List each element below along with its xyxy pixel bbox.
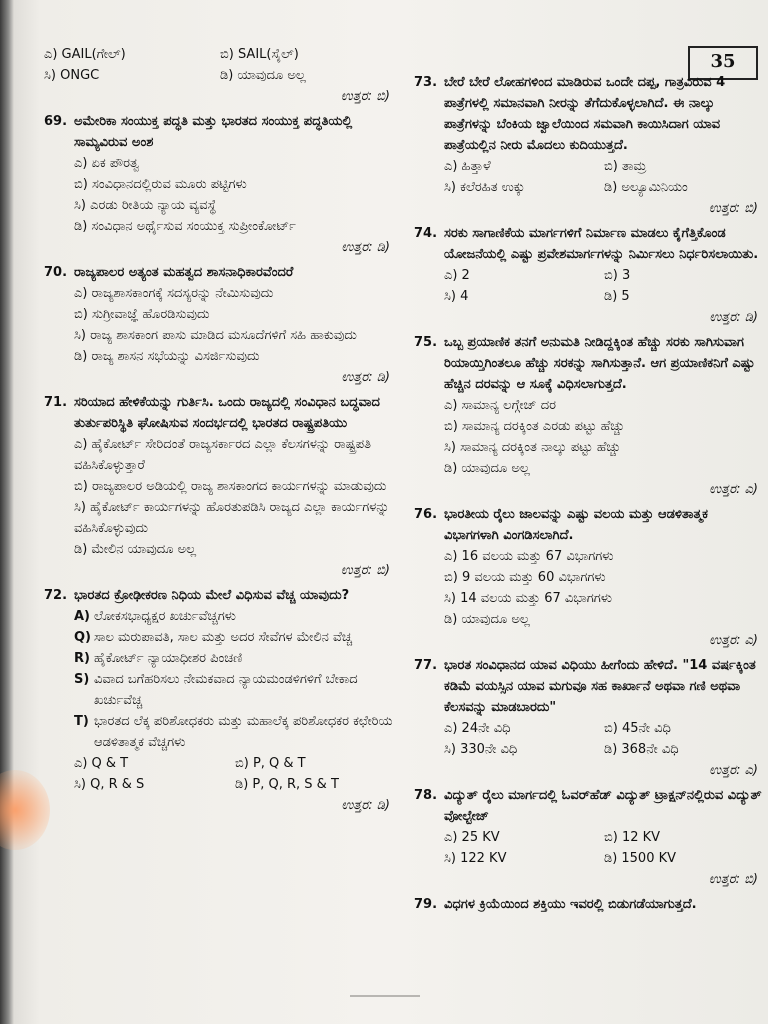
option-b: ಬಿ) 3 [604, 268, 631, 283]
option-d: ಡಿ) ಅಲ್ಯೂಮಿನಿಯಂ [604, 180, 688, 195]
carryover-row [44, 44, 396, 65]
option-b: ಬಿ) ಸಾಮಾನ್ಯ ದರಕ್ಕಿಂತ ಎರಡು ಪಟ್ಟು ಹೆಚ್ಚು [444, 419, 625, 434]
option-d: ಡಿ) ಸಂವಿಧಾನ ಅರ್ಥೈಸುವ ಸಂಯುಕ್ತ ಸುಪ್ರೀಂಕೋರ್ಟ್ [74, 219, 296, 234]
question-number: 74. [414, 226, 438, 241]
question-number: 76. [414, 507, 438, 522]
question-text: ವಿದ್ಯುತ್ ರೈಲು ಮಾರ್ಗದಲ್ಲಿ ಓವರ್‌ಹೆಡ್ ವಿದ್ಯುತ್ ಟ್ರಾಕ್ಷನ್‌ನಲ್ಲಿರುವ ವಿದ್ಯುತ್ ವೋಲ್ಟೇಜ್ [444, 788, 762, 824]
option-d: ಡಿ) ಯಾವುದೂ ಅಲ್ಲ [444, 612, 530, 627]
option-b: ಬಿ) ರಾಜ್ಯಪಾಲರ ಅಡಿಯಲ್ಲಿ ರಾಜ್ಯ ಶಾಸಕಾಂಗದ ಕಾರ್ಯಗಳನ್ನು ಮಾಡುವುದು [74, 479, 387, 494]
question-75 [414, 332, 764, 500]
option-d: ಡಿ) ಯಾವುದೂ ಅಲ್ಲ [444, 461, 530, 476]
statement-r: R) ಹೈಕೋರ್ಟ್ ನ್ಯಾಯಾಧೀಶರ ಪಿಂಚಣಿ [74, 651, 243, 666]
option-a: ಎ) 24ನೇ ವಿಧಿ [444, 721, 511, 736]
answer: ಉತ್ತರ: ಎ) [709, 763, 758, 778]
statement-t: T) ಭಾರತದ ಲೆಕ್ಕ ಪರಿಶೋಧಕರು ಮತ್ತು ಮಹಾಲೆಕ್ಕ ಪರಿಶೋಧಕರ ಕಛೇರಿಯ ಆಡಳಿತಾತ್ಮಕ ವೆಚ್ಚಗಳು [74, 714, 393, 750]
option-b: ಬಿ) 45ನೇ ವಿಧಿ [604, 721, 671, 736]
question-number: 70. [44, 265, 68, 280]
statement-q: Q) ಸಾಲ ಮರುಪಾವತಿ, ಸಾಲ ಮತ್ತು ಅದರ ಸೇವೆಗಳ ಮೇಲಿನ ವೆಚ್ಚ [74, 630, 353, 645]
option-d: ಡಿ) P, Q, R, S & T [235, 777, 339, 792]
question-number: 79. [414, 897, 438, 912]
option-a: ಎ) ರಾಜ್ಯಶಾಸಕಾಂಗಕ್ಕೆ ಸದಸ್ಯರನ್ನು ನೇಮಿಸುವುದು [74, 286, 274, 301]
option-c: ಸಿ) Q, R & S [74, 777, 145, 792]
question-text: ಸರಿಯಾದ ಹೇಳಿಕೆಯನ್ನು ಗುರ್ತಿಸಿ. ಒಂದು ರಾಜ್ಯದಲ್ಲಿ ಸಂವಿಧಾನ ಬದ್ಧವಾದ ತುರ್ತುಪರಿಸ್ಥಿತಿ ಘೋಷಿಸುವ ಸಂದರ್ಭದಲ್ಲಿ ಭಾರತದ ರಾಷ್ಟ್ರಪತಿಯು [74, 395, 380, 431]
question-text: ಬೇರೆ ಬೇರೆ ಲೋಹಗಳಿಂದ ಮಾಡಿರುವ ಒಂದೇ ದಪ್ಪ, ಗಾತ್ರವಿರುವ 4 ಪಾತ್ರೆಗಳಲ್ಲಿ ಸಮಾನವಾಗಿ ನೀರನ್ನು ತೆಗೆದುಕೊಳ್ಳಲಾಗಿದೆ. ಈ ನಾಲ್ಕು ಪಾತ್ರೆಗಳನ್ನು ಬೆಂಕಿಯ ಜ್ವಾಲೆಯಿಂದ ಸಮವಾಗಿ ಕಾಯಿಸಿದಾಗ ಯಾವ ಪಾತ್ರೆಯಲ್ಲಿನ ನೀರು ಮೊದಲು ಕುದಿಯುತ್ತದೆ. [444, 75, 726, 153]
question-text: ಭಾರತೀಯ ರೈಲು ಜಾಲವನ್ನು ಎಷ್ಟು ವಲಯ ಮತ್ತು ಆಡಳಿತಾತ್ಮಕ ವಿಭಾಗಗಳಾಗಿ ವಿಂಗಡಿಸಲಾಗಿದೆ. [444, 507, 708, 543]
question-77 [414, 655, 764, 781]
option-b: ಬಿ) 9 ವಲಯ ಮತ್ತು 60 ವಿಭಾಗಗಳು [444, 570, 606, 585]
question-number: 77. [414, 658, 438, 673]
answer: ಉತ್ತರ: ಬಿ) [340, 563, 390, 578]
left-column [44, 44, 396, 820]
option: ಡಿ) ಯಾವುದೂ ಅಲ್ಲ [220, 68, 306, 83]
question-70 [44, 262, 396, 388]
page-number: 35 [688, 46, 758, 80]
carryover-options [44, 44, 396, 107]
answer: ಉತ್ತರ: ಬಿ) [708, 201, 758, 216]
question-76 [414, 504, 764, 651]
option-a: ಎ) 16 ವಲಯ ಮತ್ತು 67 ವಿಭಾಗಗಳು [444, 549, 614, 564]
statement-a: A) ಲೋಕಸಭಾಧ್ಯಕ್ಷರ ಖರ್ಚುವೆಚ್ಚಗಳು [74, 609, 236, 624]
answer: ಉತ್ತರ: ಬಿ) [708, 872, 758, 887]
option-c: ಸಿ) 330ನೇ ವಿಧಿ [444, 742, 518, 757]
question-74 [414, 223, 764, 328]
option-a: ಎ) 25 KV [444, 830, 500, 845]
option-d: ಡಿ) 368ನೇ ವಿಧಿ [604, 742, 679, 757]
question-number: 71. [44, 395, 68, 410]
question-number: 75. [414, 335, 438, 350]
question-69 [44, 111, 396, 258]
answer: ಉತ್ತರ: ಡಿ) [709, 310, 758, 325]
question-number: 69. [44, 114, 68, 129]
option-c: ಸಿ) 122 KV [444, 851, 507, 866]
option-b: ಬಿ) ತಾಮ್ರ [604, 159, 647, 174]
question-text: ಭಾರತದ ಕ್ರೋಢೀಕರಣ ನಿಧಿಯ ಮೇಲೆ ವಿಧಿಸುವ ವೆಚ್ಚ ಯಾವುದು? [74, 588, 350, 603]
option-b: ಬಿ) P, Q & T [235, 756, 306, 771]
option-c: ಸಿ) ರಾಜ್ಯ ಶಾಸಕಾಂಗ ಪಾಸು ಮಾಡಿದ ಮಸೂದೆಗಳಿಗೆ ಸಹಿ ಹಾಕುವುದು [74, 328, 357, 343]
question-78 [414, 785, 764, 890]
question-number: 72. [44, 588, 68, 603]
question-text: ಅಮೇರಿಕಾ ಸಂಯುಕ್ತ ಪದ್ಧತಿ ಮತ್ತು ಭಾರತದ ಸಂಯುಕ್ತ ಪದ್ಧತಿಯಲ್ಲಿ ಸಾಮ್ಯವಿರುವ ಅಂಶ [74, 114, 353, 150]
option-a: ಎ) ಹೈಕೋರ್ಟ್ ಸೇರಿದಂತೆ ರಾಜ್ಯಸರ್ಕಾರದ ಎಲ್ಲಾ ಕೆಲಸಗಳನ್ನು ರಾಷ್ಟ್ರಪತಿ ವಹಿಸಿಕೊಳ್ಳುತ್ತಾರೆ [74, 437, 371, 473]
answer: ಉತ್ತರ: ಎ) [709, 633, 758, 648]
option: ಬಿ) SAIL(ಸೈಲ್) [220, 47, 299, 62]
option-d: ಡಿ) 1500 KV [604, 851, 677, 866]
option-b: ಬಿ) ಸಂವಿಧಾನದಲ್ಲಿರುವ ಮೂರು ಪಟ್ಟಿಗಳು [74, 177, 247, 192]
finger-glare [0, 770, 50, 850]
option-a: ಎ) ಹಿತ್ತಾಳೆ [444, 159, 491, 174]
option-c: ಸಿ) 4 [444, 289, 469, 304]
option-a: ಎ) Q & T [74, 756, 129, 771]
option-c: ಸಿ) ಕಲೆರಹಿತ ಉಕ್ಕು [444, 180, 525, 195]
option-c: ಸಿ) ಹೈಕೋರ್ಟ್ ಕಾರ್ಯಗಳನ್ನು ಹೊರತುಪಡಿಸಿ ರಾಜ್ಯದ ಎಲ್ಲಾ ಕಾರ್ಯಗಳನ್ನು ವಹಿಸಿಕೊಳ್ಳುವುದು [74, 500, 390, 536]
option: ಎ) GAIL(ಗೇಲ್) [44, 47, 126, 62]
answer: ಉತ್ತರ: ಡಿ) [341, 240, 390, 255]
option-d: ಡಿ) ರಾಜ್ಯ ಶಾಸನ ಸಭೆಯನ್ನು ವಿಸರ್ಜಿಸುವುದು [74, 349, 260, 364]
question-number: 73. [414, 75, 438, 90]
answer: ಉತ್ತರ: ಬಿ) [340, 89, 390, 104]
answer: ಉತ್ತರ: ಡಿ) [341, 798, 390, 813]
question-text: ಒಬ್ಬ ಪ್ರಯಾಣಿಕ ತನಗೆ ಅನುಮತಿ ನೀಡಿದ್ದಕ್ಕಿಂತ ಹೆಚ್ಚು ಸರಕು ಸಾಗಿಸುವಾಗ ರಿಯಾಯ್ತಿಗಿಂತಲೂ ಹೆಚ್ಚು ಸರಕನ್ನು ಸಾಗಿಸುತ್ತಾನೆ. ಆಗ ಪ್ರಯಾಣಿಕನಿಗೆ ಎಷ್ಟು ಹೆಚ್ಚಿನ ದರವನ್ನು ಆ ಸೂಕ್ಕೆ ವಿಧಿಸಲಾಗುತ್ತದೆ. [444, 335, 755, 392]
option-a: ಎ) 2 [444, 268, 470, 283]
carryover-row [44, 65, 396, 86]
question-73 [414, 72, 764, 219]
answer: ಉತ್ತರ: ಡಿ) [341, 370, 390, 385]
option-d: ಡಿ) ಮೇಲಿನ ಯಾವುದೂ ಅಲ್ಲ [74, 542, 197, 557]
option-c: ಸಿ) 14 ವಲಯ ಮತ್ತು 67 ವಿಭಾಗಗಳು [444, 591, 613, 606]
binding-shadow [0, 0, 14, 1024]
question-text: ಭಾರತ ಸಂವಿಧಾನದ ಯಾವ ವಿಧಿಯು ಹೀಗೆಂದು ಹೇಳಿದೆ. "14 ವರ್ಷಕ್ಕಿಂತ ಕಡಿಮೆ ವಯಸ್ಸಿನ ಯಾವ ಮಗುವೂ ಸಹ ಕಾರ್ಖಾನೆ ಅಥವಾ ಗಣಿ ಅಥವಾ ಕೆಲಸವನ್ನು ಮಾಡಬಾರದು" [444, 658, 756, 715]
question-number: 78. [414, 788, 438, 803]
statement-s: S) ವಿವಾದ ಬಗೆಹರಿಸಲು ನೇಮಕವಾದ ನ್ಯಾಯಮಂಡಳಿಗಳಿಗೆ ಬೇಕಾದ ಖರ್ಚುವೆಚ್ಚ [74, 672, 358, 708]
question-79 [414, 894, 764, 915]
option-a: ಎ) ಏಕ ಪೌರತ್ವ [74, 156, 140, 171]
option-c: ಸಿ) ಎರಡು ರೀತಿಯ ನ್ಯಾಯ ವ್ಯವಸ್ಥೆ [74, 198, 217, 213]
option-c: ಸಿ) ಸಾಮಾನ್ಯ ದರಕ್ಕಿಂತ ನಾಲ್ಕು ಪಟ್ಟು ಹೆಚ್ಚು [444, 440, 621, 455]
option-d: ಡಿ) 5 [604, 289, 630, 304]
option-b: ಬಿ) ಸುಗ್ರೀವಾಜ್ಞೆ ಹೊರಡಿಸುವುದು [74, 307, 210, 322]
option: ಸಿ) ONGC [44, 68, 100, 83]
question-text: ರಾಜ್ಯಪಾಲರ ಅತ್ಯಂತ ಮಹತ್ವದ ಶಾಸನಾಧಿಕಾರವೆಂದರೆ [74, 265, 294, 280]
question-71 [44, 392, 396, 581]
question-text: ವಿಧಗಳ ಕ್ರಿಯೆಯಿಂದ ಶಕ್ತಿಯು ಇವರಲ್ಲಿ ಬಿಡುಗಡೆಯಾಗುತ್ತದೆ. [444, 897, 697, 912]
option-b: ಬಿ) 12 KV [604, 830, 661, 845]
question-72 [44, 585, 396, 816]
answer: ಉತ್ತರ: ಎ) [709, 482, 758, 497]
question-text: ಸರಕು ಸಾಗಾಣಿಕೆಯ ಮಾರ್ಗಗಳಿಗೆ ನಿರ್ಮಾಣ ಮಾಡಲು ಕೈಗೆತ್ತಿಕೊಂಡ ಯೋಜನೆಯಲ್ಲಿ ಎಷ್ಟು ಪ್ರವೇಶಮಾರ್ಗಗಳನ್ನು ನಿರ್ಮಿಸಲು ನಿರ್ಧರಿಸಲಾಯಿತು. [444, 226, 759, 262]
right-column [414, 72, 764, 919]
page-edge-mark [350, 995, 420, 997]
option-a: ಎ) ಸಾಮಾನ್ಯ ಲಗ್ಗೇಜ್ ದರ [444, 398, 556, 413]
